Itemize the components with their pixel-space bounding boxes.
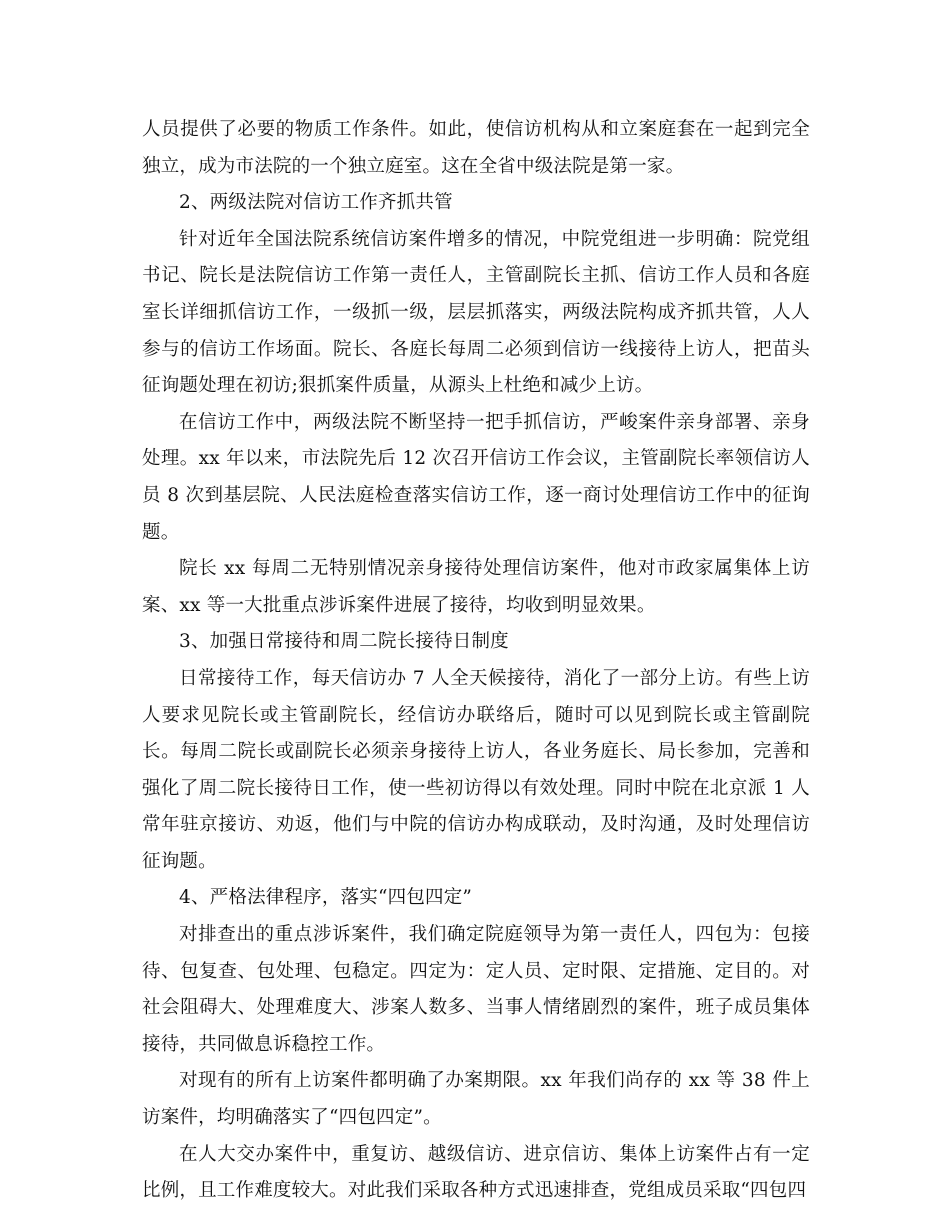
section-heading-2: 2、两级法院对信访工作齐抓共管 bbox=[179, 192, 453, 214]
section-heading-3: 3、加强日常接待和周二院长接待日制度 bbox=[179, 631, 509, 653]
section-heading-4: 4、严格法律程序，落实“四包四定” bbox=[179, 887, 473, 909]
paragraph: 对排查出的重点涉诉案件，我们确定院庭领导为第一责任人，四包为：包接待、包复查、包处理、包稳定。四定为：定人员、定时限、定措施、定目的。对社会阻碍大、处理难度大、涉案人数多、当事人情绪剧烈的案件，班子成员集体接待，共同做息诉稳控工作。 bbox=[142, 924, 810, 1055]
document-body bbox=[142, 112, 810, 1210]
paragraph: 在人大交办案件中，重复访、越级信访、进京信访、集体上访案件占有一定比例，且工作难度较大。对此我们采取各种方式迅速排查，党组成员采取“四包四 bbox=[142, 1143, 810, 1202]
paragraph-continued: 人员提供了必要的物质工作条件。如此，使信访机构从和立案庭套在一起到完全独立，成为市法院的一个独立庭室。这在全省中级法院是第一家。 bbox=[142, 119, 810, 177]
paragraph: 在信访工作中，两级法院不断坚持一把手抓信访，严峻案件亲身部署、亲身处理。xx 年以来，市法院先后 12 次召开信访工作会议，主管副院长率领信访人员 8 次到基层院、人民法庭检查落实信访工作，逐一商讨处理信访工作中的征询题。 bbox=[142, 411, 810, 543]
paragraph: 日常接待工作，每天信访办 7 人全天候接待，消化了一部分上访。有些上访人要求见院长或主管副院长，经信访办联络后，随时可以见到院长或主管副院长。每周二院长或副院长必须亲身接待上访人，各业务庭长、局长参加，完善和强化了周二院长接待日工作，使一些初访得以有效处理。同时中院在北京派 1 人常年驻京接访、劝返，他们与中院的信访办构成联动，及时沟通，及时处理信访征询题。 bbox=[142, 667, 810, 872]
paragraph: 院长 xx 每周二无特别情况亲身接待处理信访案件，他对市政家属集体上访案、xx 等一大批重点涉诉案件进展了接待，均收到明显效果。 bbox=[142, 558, 810, 616]
paragraph: 针对近年全国法院系统信访案件增多的情况，中院党组进一步明确：院党组书记、院长是法院信访工作第一责任人，主管副院长主抓、信访工作人员和各庭室长详细抓信访工作，一级抓一级，层层抓落实，两级法院构成齐抓共管，人人参与的信访工作场面。院长、各庭长每周二必须到信访一线接待上访人，把苗头征询题处理在初访;狠抓案件质量，从源头上杜绝和减少上访。 bbox=[142, 228, 810, 397]
paragraph: 对现有的所有上访案件都明确了办案期限。xx 年我们尚存的 xx 等 38 件上访案件，均明确落实了“四包四定”。 bbox=[142, 1070, 810, 1129]
